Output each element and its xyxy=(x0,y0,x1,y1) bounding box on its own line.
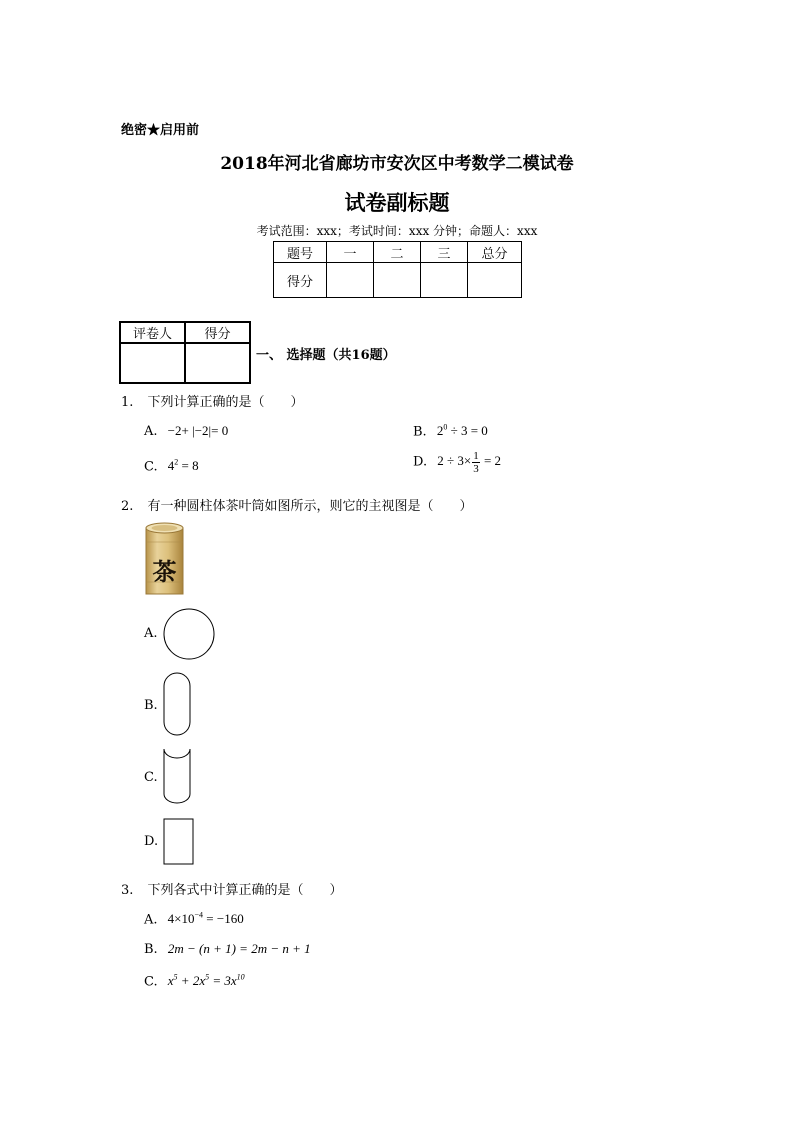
question-1 xyxy=(121,391,304,410)
score-cell[interactable] xyxy=(374,263,421,298)
grader-header-cell: 得分 xyxy=(185,322,250,343)
option-label: B. xyxy=(413,424,427,440)
math-post: = 2 xyxy=(480,453,502,469)
score-header-cell: 总分 xyxy=(468,242,522,263)
q2-option-d[interactable]: D. xyxy=(144,834,159,849)
question-stem: 下列计算正确的是（ ） xyxy=(147,395,304,410)
q1-option-c[interactable] xyxy=(144,458,199,474)
q1-option-a[interactable] xyxy=(144,423,228,439)
section-heading: 一、 选择题（共16题） xyxy=(256,348,396,363)
math-post: = −160 xyxy=(203,911,244,927)
score-cell[interactable] xyxy=(327,263,374,298)
question-3 xyxy=(121,879,343,898)
option-label: D. xyxy=(413,454,428,470)
circle-shape-icon xyxy=(161,607,217,661)
score-cell[interactable] xyxy=(421,263,468,298)
math-exponent: 10 xyxy=(236,973,245,982)
math-mid: + 2x xyxy=(177,973,206,989)
math-rest: ÷ 3 = 0 xyxy=(447,423,488,439)
score-header-cell: 题号 xyxy=(274,242,327,263)
question-stem: 下列各式中计算正确的是（ ） xyxy=(147,883,343,898)
option-label: C. xyxy=(144,974,158,990)
math-pre: 2 ÷ 3× xyxy=(437,453,472,469)
math-exponent: 5 xyxy=(205,973,210,982)
math-exponent: 5 xyxy=(173,973,178,982)
question-stem: 有一种圆柱体茶叶筒如图所示，则它的主视图是（ ） xyxy=(147,499,473,514)
tea-character: 茶 xyxy=(152,557,177,586)
confidential-mark: 绝密★启用前 xyxy=(121,123,200,138)
q3-option-b[interactable] xyxy=(144,941,311,957)
option-label: C. xyxy=(144,459,158,475)
math-exponent: 0 xyxy=(443,423,448,432)
score-header-cell: 二 xyxy=(374,242,421,263)
math-base: 2 xyxy=(436,423,444,439)
option-math xyxy=(168,458,199,473)
grader-cell[interactable] xyxy=(185,343,250,383)
option-math xyxy=(168,973,245,988)
score-row-label: 得分 xyxy=(274,263,327,298)
math-base: 4 xyxy=(167,458,175,474)
score-table xyxy=(273,241,522,298)
q1-option-d[interactable] xyxy=(413,450,501,475)
grader-header-cell: 评卷人 xyxy=(120,322,185,343)
math-exponent: 2 xyxy=(174,458,179,467)
q2-option-c[interactable]: C. xyxy=(144,770,158,785)
exam-subtitle: 试卷副标题 xyxy=(344,190,450,215)
fraction-numerator: 1 xyxy=(473,450,479,462)
q3-option-a[interactable] xyxy=(144,911,244,927)
option-math xyxy=(437,450,502,475)
exam-info: 考试范围：xxx；考试时间：xxx 分钟；命题人：xxx xyxy=(256,224,538,238)
q2-option-b[interactable]: B. xyxy=(144,698,158,713)
score-cell[interactable] xyxy=(468,263,522,298)
capsule-shape-icon xyxy=(160,670,194,738)
question-2 xyxy=(121,495,473,514)
grader-cell[interactable] xyxy=(120,343,185,383)
exam-title: 2018年河北省廊坊市安次区中考数学二模试卷 xyxy=(220,154,574,174)
fraction xyxy=(472,450,480,475)
score-header-cell: 三 xyxy=(421,242,468,263)
score-header-cell: 一 xyxy=(327,242,374,263)
q2-option-a[interactable]: A. xyxy=(144,626,158,641)
grader-table xyxy=(119,321,251,384)
question-number: 3. xyxy=(121,883,134,898)
option-label: B. xyxy=(144,942,158,957)
math-base: x xyxy=(167,973,174,989)
rectangle-shape-icon xyxy=(162,817,196,867)
open-cylinder-shape-icon xyxy=(160,744,194,808)
option-label: A. xyxy=(144,912,158,928)
q3-option-c[interactable] xyxy=(144,973,245,989)
math-exponent: −4 xyxy=(194,911,204,920)
fraction-denominator: 3 xyxy=(473,463,479,475)
q1-option-b[interactable] xyxy=(413,423,488,439)
question-number: 1. xyxy=(121,395,134,410)
option-text: −2+ |−2|= 0 xyxy=(167,423,229,438)
option-math xyxy=(168,911,244,926)
question-number: 2. xyxy=(121,499,134,514)
option-label: A. xyxy=(144,424,158,439)
option-math xyxy=(437,423,488,438)
math-pre: 4×10 xyxy=(167,911,195,927)
option-text: 2m − (n + 1) = 2m − n + 1 xyxy=(167,941,311,956)
math-eq: = 3x xyxy=(209,973,237,989)
math-rest: = 8 xyxy=(178,458,199,474)
